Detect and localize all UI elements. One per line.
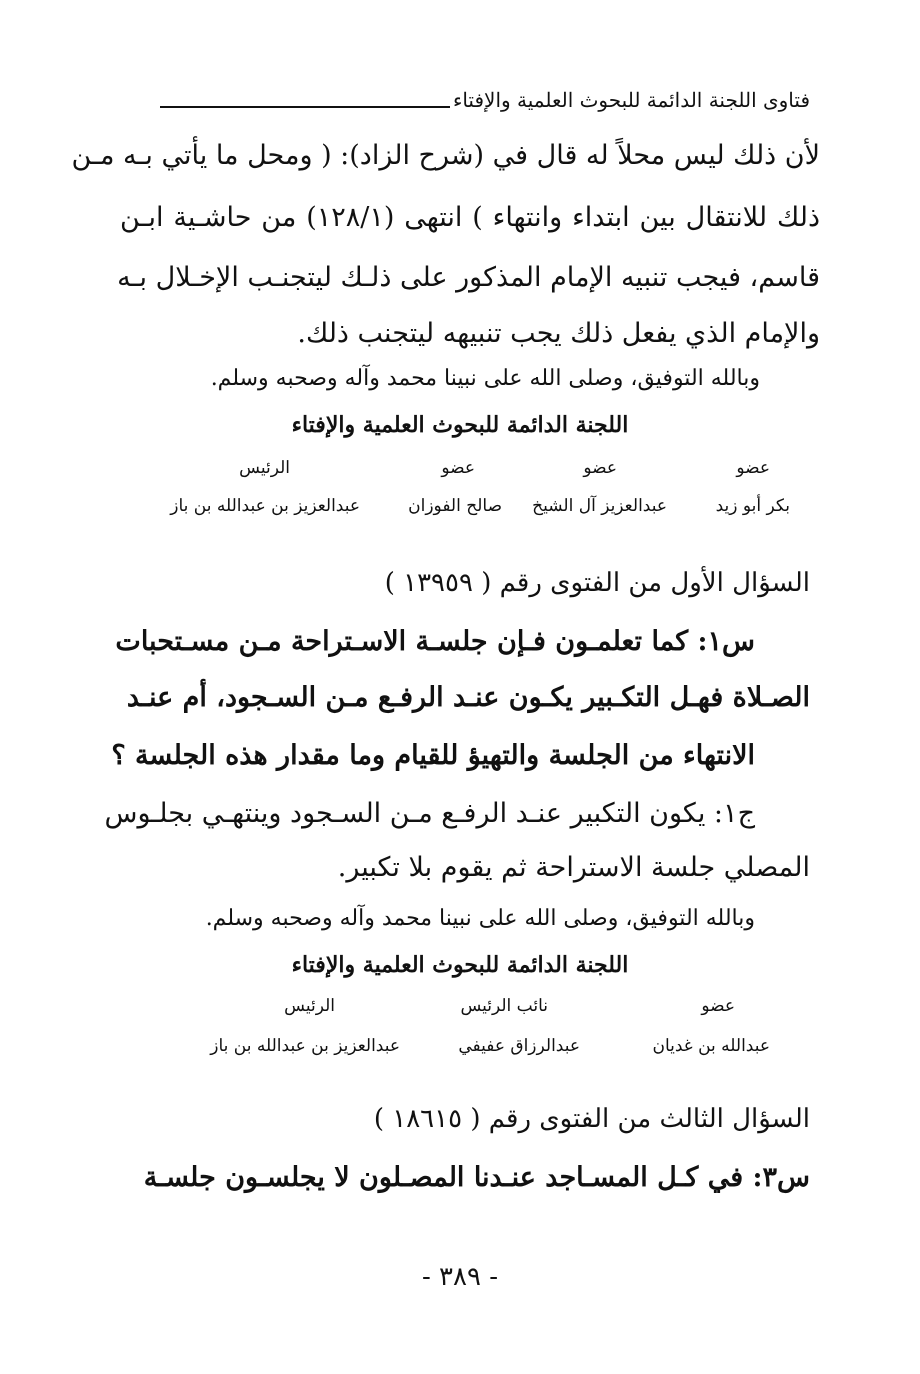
closing-formula: وبالله التوفيق، وصلى الله على نبينا محمد وآله وصحبه وسلم. — [205, 906, 755, 931]
running-title: فتاوى اللجنة الدائمة للبحوث العلمية والإفتاء — [452, 88, 810, 112]
running-header — [160, 88, 820, 128]
signatory-name: عبدالعزيز بن عبدالله بن باز — [210, 1036, 400, 1056]
text-line: لأن ذلك ليس محلاً له قال في (شرح الزاد): ( ومحل ما يأتي بـه مـن — [71, 140, 820, 171]
signatory-role: عضو — [583, 458, 617, 478]
signatory-role: الرئيس — [239, 458, 290, 478]
header-rule — [160, 106, 450, 108]
signatory-role: نائب الرئيس — [460, 996, 548, 1016]
question-line: الانتهاء من الجلسة والتهيؤ للقيام وما مقدار هذه الجلسة ؟ — [111, 740, 755, 771]
signatory-name: بكر أبو زيد — [715, 496, 790, 516]
signatory-name: عبدالله بن غديان — [652, 1036, 770, 1056]
signatory-name: عبدالعزيز بن عبدالله بن باز — [170, 496, 360, 516]
signatory-role: عضو — [441, 458, 475, 478]
text-line: والإمام الذي يفعل ذلك يجب تنبيهه ليتجنب ذلك. — [297, 318, 820, 349]
answer-line: المصلي جلسة الاستراحة ثم يقوم بلا تكبير. — [337, 852, 810, 883]
question-title: السؤال الأول من الفتوى رقم ( ١٣٩٥٩ ) — [384, 568, 810, 598]
signatory-name: صالح الفوزان — [408, 496, 502, 516]
page-number: - ٣٨٩ - — [421, 1262, 499, 1292]
signatory-name: عبدالعزيز آل الشيخ — [532, 496, 667, 516]
answer-line: ج١: يكون التكبير عنـد الرفـع مـن السـجود وينتهـي بجلـوس — [104, 798, 755, 829]
committee-name: اللجنة الدائمة للبحوث العلمية والإفتاء — [291, 952, 629, 978]
question-line: س١: كما تعلمـون فـإن جلسـة الاسـتراحة مـن مسـتحبات — [115, 626, 755, 657]
text-line: قاسم، فيجب تنبيه الإمام المذكور على ذلـك ليتجنـب الإخـلال بـه — [117, 262, 820, 293]
signatory-role: الرئيس — [284, 996, 335, 1016]
signatory-role: عضو — [736, 458, 770, 478]
signatory-name: عبدالرزاق عفيفي — [458, 1036, 580, 1056]
closing-formula: وبالله التوفيق، وصلى الله على نبينا محمد وآله وصحبه وسلم. — [210, 366, 760, 391]
committee-name: اللجنة الدائمة للبحوث العلمية والإفتاء — [291, 412, 629, 438]
question-line: س٣: في كـل المسـاجد عنـدنا المصـلون لا يجلسـون جلسـة — [143, 1162, 810, 1193]
signatory-role: عضو — [701, 996, 735, 1016]
text-line: ذلك للانتقال بين ابتداء وانتهاء ) انتهى (١٢٨/١) من حاشـية ابـن — [120, 202, 820, 233]
question-title: السؤال الثالث من الفتوى رقم ( ١٨٦١٥ ) — [373, 1104, 810, 1134]
question-line: الصـلاة فهـل التكـبير يكـون عنـد الرفـع مـن السـجود، أم عنـد — [126, 682, 810, 713]
